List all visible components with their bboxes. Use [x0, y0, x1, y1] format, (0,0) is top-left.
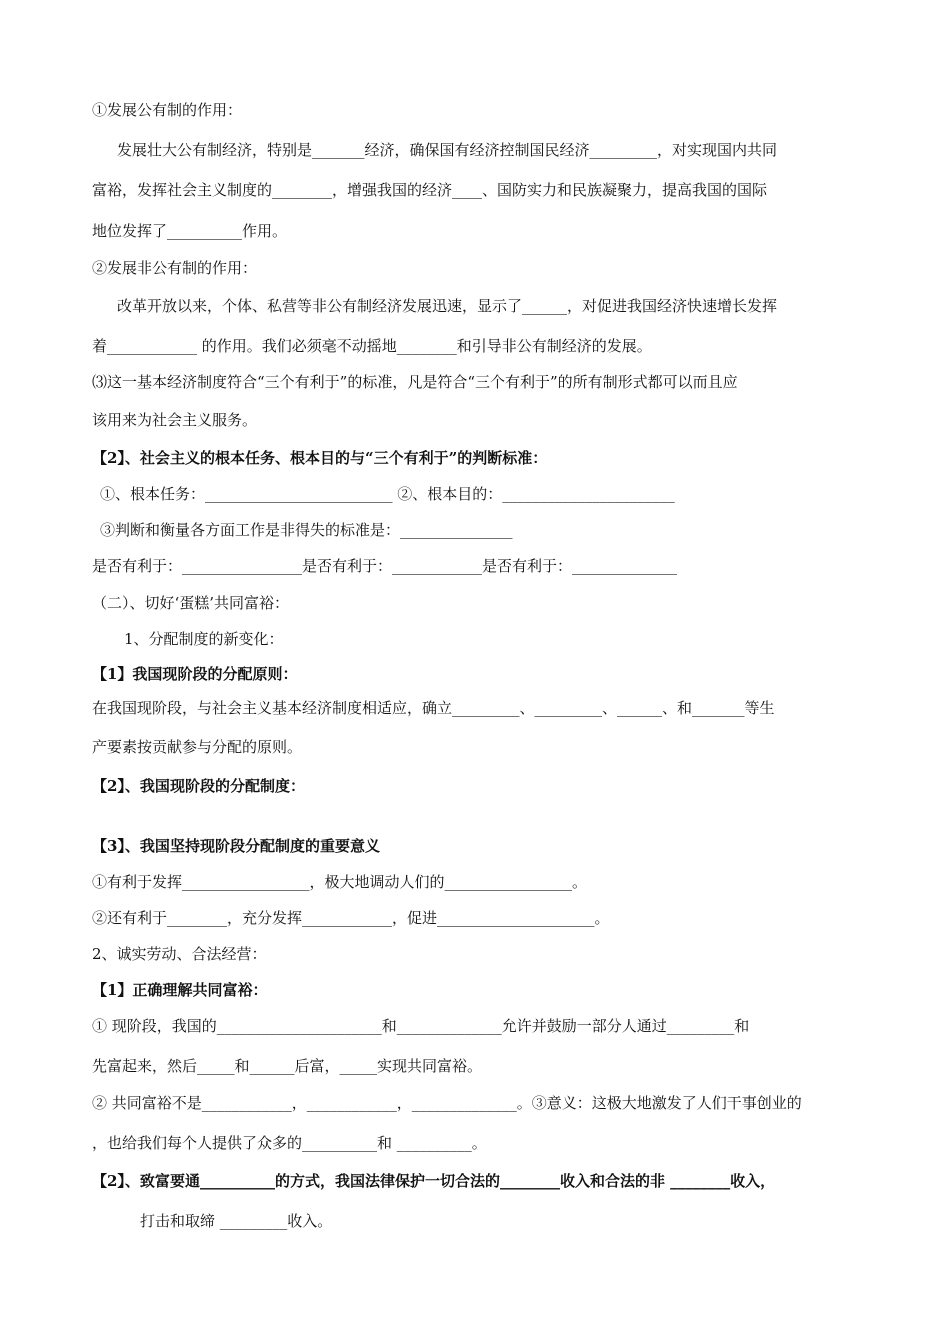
paragraph-line: 发展壮大公有制经济，特别是_______经济，确保国有经济控制国民经济_________，对实现国内共同 — [117, 141, 778, 159]
paragraph-line: 在我国现阶段，与社会主义基本经济制度相适应，确立_________、_________、______、和_______等生 — [92, 699, 775, 717]
fill-line: ③判断和衡量各方面工作是非得失的标准是：_______________ — [100, 521, 513, 539]
fill-line: ①、根本任务：_________________________ ②、根本目的：_______________________ — [100, 485, 675, 503]
paragraph-line: ，也给我们每个人提供了众多的__________和 __________。 — [92, 1134, 487, 1152]
section-heading: 【3】、我国坚持现阶段分配制度的重要意义 — [92, 837, 380, 855]
paragraph-line: ② 共同富裕不是____________，____________，______________。③意义：这极大地激发了人们干事创业的 — [92, 1094, 802, 1112]
paragraph-line: 打击和取缔 _________收入。 — [140, 1212, 333, 1230]
section-heading: 【1】正确理解共同富裕： — [92, 981, 268, 999]
paragraph-line: ⑶这一基本经济制度符合“三个有利于”的标准，凡是符合“三个有利于”的所有制形式都可以而且应 — [92, 373, 738, 391]
section-heading: （二）、切好‘蛋糕’共同富裕： — [92, 594, 290, 612]
fill-line: 是否有利于：________________是否有利于：____________是否有利于：______________ — [92, 557, 678, 575]
section-heading: 【2】、我国现阶段的分配制度： — [92, 777, 305, 795]
fill-line: ①有利于发挥_________________，极大地调动人们的_________________。 — [92, 873, 588, 891]
heading-non-public-ownership-role: ②发展非公有制的作用： — [92, 259, 258, 277]
subsection-heading: 1、分配制度的新变化： — [124, 630, 284, 648]
section-heading: 【1】我国现阶段的分配原则： — [92, 665, 298, 683]
paragraph-line: 着____________ 的作用。我们必须毫不动摇地________和引导非公有制经济的发展。 — [92, 337, 652, 355]
paragraph-line: 产要素按贡献参与分配的原则。 — [92, 738, 303, 756]
fill-line: ②还有利于________，充分发挥____________，促进_____________________。 — [92, 909, 610, 927]
paragraph-line: 富裕，发挥社会主义制度的________，增强我国的经济____、国防实力和民族凝聚力，提高我国的国际 — [92, 181, 768, 199]
paragraph-line: 地位发挥了__________作用。 — [92, 222, 288, 240]
heading-public-ownership-role: ①发展公有制的作用： — [92, 101, 243, 119]
section-heading: 【2】、社会主义的根本任务、根本目的与“三个有利于”的判断标准： — [92, 449, 548, 467]
paragraph-line: 该用来为社会主义服务。 — [92, 411, 258, 429]
paragraph-line: ① 现阶段，我国的______________________和______________允许并鼓励一部分人通过_________和 — [92, 1017, 750, 1035]
subsection-heading: 2、诚实劳动、合法经营： — [92, 945, 267, 963]
section-heading: 【2】、致富要通__________的方式，我国法律保护一切合法的________收入和合法的非 ________收入， — [92, 1172, 776, 1190]
paragraph-line: 先富起来，然后_____和______后富，_____实现共同富裕。 — [92, 1057, 483, 1075]
paragraph-line: 改革开放以来，个体、私营等非公有制经济发展迅速，显示了______，对促进我国经济快速增长发挥 — [117, 297, 778, 315]
